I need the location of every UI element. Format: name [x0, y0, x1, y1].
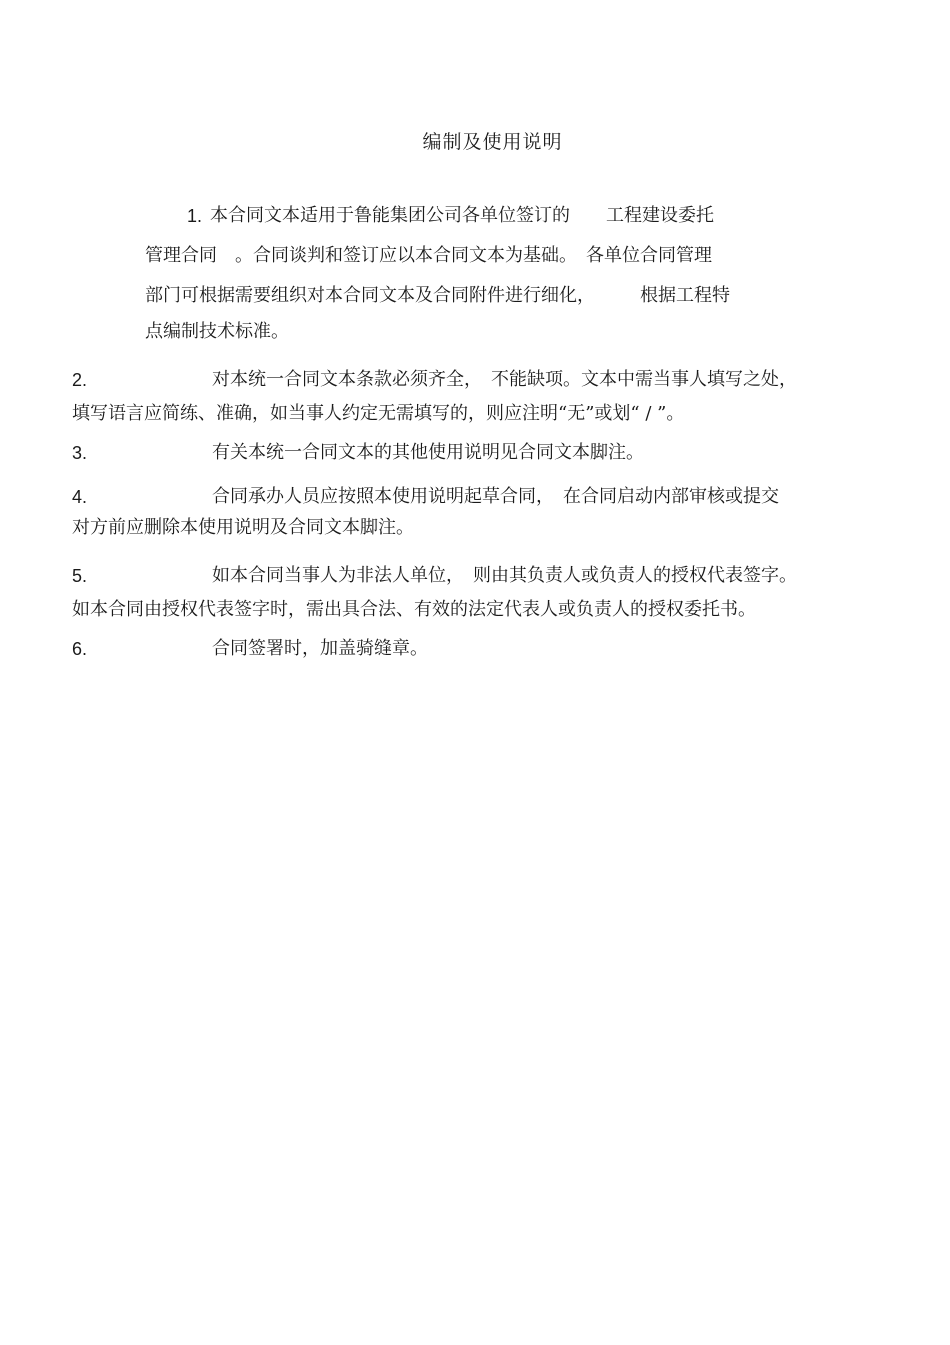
item-2-line-1: 对本统一合同文本条款必须齐全， 不能缺项。文本中需当事人填写之处， — [212, 369, 797, 390]
item-1-line-2: 管理合同 。合同谈判和签订应以本合同文本为基础。 各单位合同管理 — [145, 245, 712, 266]
item-2-number: 2. — [72, 370, 88, 390]
item-3-line-1: 有关本统一合同文本的其他使用说明见合同文本脚注。 — [212, 442, 644, 463]
item-6-number: 6. — [72, 639, 88, 659]
item-4-line-2: 对方前应删除本使用说明及合同文本脚注。 — [72, 517, 414, 538]
item-1-line-4: 点编制技术标准。 — [145, 321, 289, 342]
item-5-line-1: 如本合同当事人为非法人单位， 则由其负责人或负责人的授权代表签字。 — [212, 565, 797, 586]
item-4-line-1: 合同承办人员应按照本使用说明起草合同， 在合同启动内部审核或提交 — [212, 486, 779, 507]
item-5-number: 5. — [72, 566, 88, 586]
item-1-line-3: 部门可根据需要组织对本合同文本及合同附件进行细化， 根据工程特 — [145, 285, 730, 306]
item-2-line-2: 填写语言应简练、准确，如当事人约定无需填写的，则应注明“无”或划“ / ”。 — [72, 403, 685, 424]
item-5-line-2: 如本合同由授权代表签字时，需出具合法、有效的法定代表人或负责人的授权委托书。 — [72, 599, 756, 620]
item-4-number: 4. — [72, 487, 88, 507]
item-3-number: 3. — [72, 443, 88, 463]
item-1-number: 1. — [187, 206, 203, 226]
document-title: 编制及使用说明 — [422, 131, 563, 153]
item-1-line-1: 本合同文本适用于鲁能集团公司各单位签订的 工程建设委托 — [210, 205, 714, 226]
item-6-line-1: 合同签署时，加盖骑缝章。 — [212, 638, 428, 659]
